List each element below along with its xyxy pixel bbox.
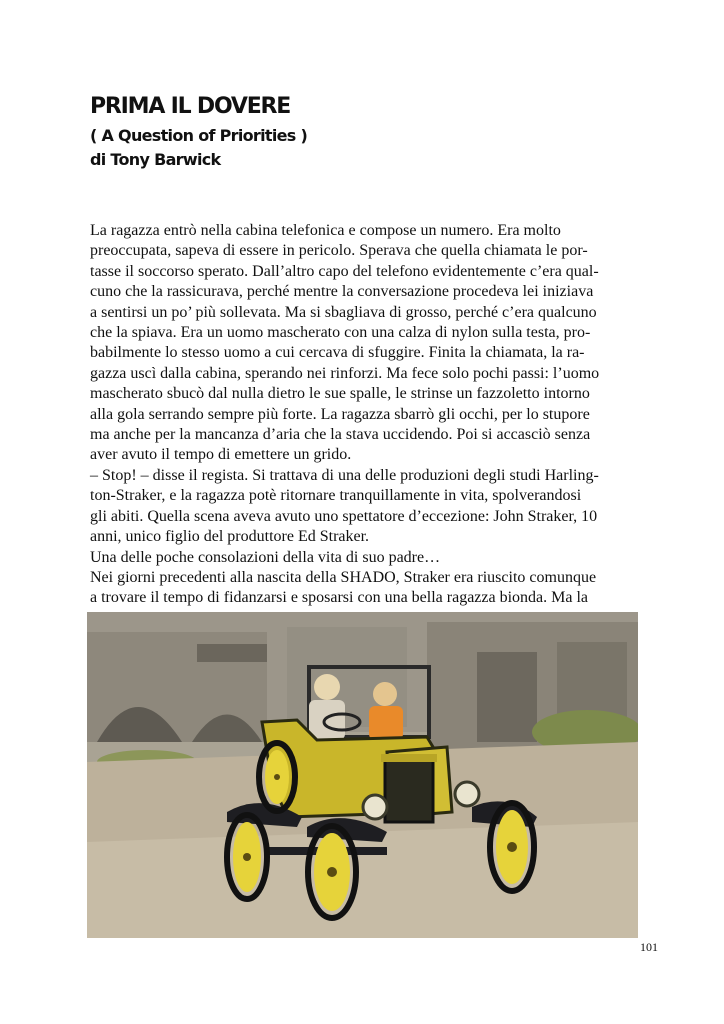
text-line: a sentirsi un po’ più sollevata. Ma si sbagliava di grosso, perché c’era qualcuno [90, 303, 597, 321]
text-line: ma anche per la mancanza d’aria che la stava uccidendo. Poi si accasciò senza [90, 426, 591, 444]
text-line: alla gola serrando sempre più forte. La ragazza sbarrò gli occhi, per lo stupore [90, 405, 590, 423]
text-line: mascherato sbucò dal nulla dietro le sue spalle, le strinse un fazzoletto intorno [90, 385, 590, 403]
text-line: gazza uscì dalla cabina, sperando nei rinforzi. Ma fece solo pochi passi: l’uomo [90, 364, 600, 382]
vintage-car-photo [87, 612, 638, 938]
text-line: Una delle poche consolazioni della vita di suo padre… [90, 548, 441, 566]
text-line: anni, unico figlio del produttore Ed Straker. [90, 528, 370, 546]
text-line: tasse il soccorso sperato. Dall’altro capo del telefono evidentemente c’era qual- [90, 262, 599, 280]
page-number: 101 [640, 940, 658, 954]
text-line: a trovare il tempo di fidanzarsi e sposarsi con una bella ragazza bionda. Ma la [90, 589, 589, 607]
text-line: che la spiava. Era un uomo mascherato con una calza di nylon sulla testa, pro- [90, 324, 591, 342]
text-line: gli abiti. Quella scena aveva avuto uno spettatore d’eccezione: John Straker, 10 [90, 507, 598, 525]
text-line: preoccupata, sapeva di essere in pericolo. Sperava che quella chiamata le por- [90, 242, 588, 260]
text-line: Nei giorni precedenti alla nascita della SHADO, Straker era riuscito comunque [90, 568, 597, 586]
car-illustration [87, 612, 638, 938]
text-line: aver avuto il tempo di emettere un grido. [90, 446, 352, 464]
body-text [90, 221, 635, 609]
text-line: – Stop! – disse il regista. Si trattava di una delle produzioni degli studi Harling- [90, 466, 599, 484]
page-title: PRIMA IL DOVERE [90, 94, 291, 119]
text-line: La ragazza entrò nella cabina telefonica e compose un numero. Era molto [90, 222, 561, 239]
author-line: di Tony Barwick [90, 150, 221, 169]
text-line: ton-Straker, e la ragazza potè ritornare tranquillamente in vita, spolverandosi [90, 487, 582, 505]
subtitle: ( A Question of Priorities ) [90, 126, 308, 145]
text-line: cuno che la rassicurava, perché mentre la conversazione procedeva lei iniziava [90, 283, 594, 301]
text-line: babilmente lo stesso uomo a cui cercava di sfuggire. Finita la chiamata, la ra- [90, 344, 585, 362]
